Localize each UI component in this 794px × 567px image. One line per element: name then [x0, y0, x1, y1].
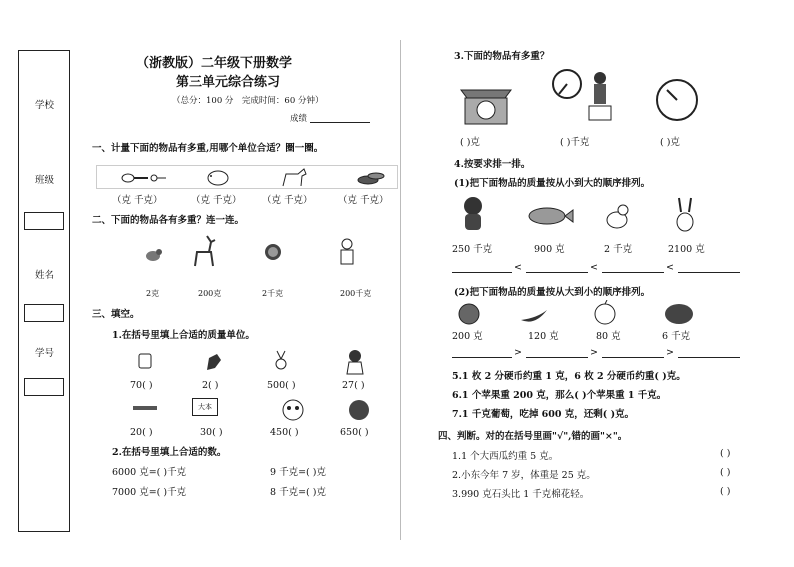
conversion-4[interactable]: 8 千克=( )克: [270, 487, 326, 498]
q7[interactable]: 7.1 千克葡萄，吃掉 600 克，还剩( )克。: [452, 409, 635, 420]
s3-blank-row2-2[interactable]: 30( ): [200, 427, 223, 438]
coin-icon: [265, 244, 281, 260]
s3-blank-row1-4[interactable]: 27( ): [342, 380, 365, 391]
key-icon: [151, 175, 166, 181]
gt-sign-2: >: [590, 347, 598, 358]
order1-blank-4[interactable]: [678, 272, 740, 273]
lt-sign-2: <: [590, 262, 598, 273]
judge-1-answer[interactable]: ( ): [720, 448, 731, 459]
page-fold-divider: [400, 40, 401, 540]
score-label: 成绩: [290, 114, 308, 124]
conversion-3[interactable]: 7000 克=( )千克: [112, 487, 187, 498]
conversion-1[interactable]: 6000 克=( )千克: [112, 467, 187, 478]
basketball-icon: [349, 400, 369, 420]
q4-1-weight-3: 2 千克: [604, 244, 633, 255]
judge-2: 2.小东今年 7 岁，体重是 25 克。: [452, 470, 596, 481]
s2-weight-3[interactable]: 2千克: [262, 289, 284, 298]
q3-scales: [455, 66, 705, 126]
title-line-1: （浙教版）二年级下册数学: [136, 56, 293, 71]
teddy-bear-icon: [464, 197, 482, 230]
exam-meta: （总分：100 分 完成时间：60 分钟）: [172, 96, 324, 106]
s3-blank-row2-3[interactable]: 450( ): [270, 427, 299, 438]
q4-1-items: [455, 194, 705, 234]
pig-icon: [208, 171, 228, 185]
s1-option-4[interactable]: （克 千克）: [338, 195, 389, 206]
q4-2-weight-4: 6 千克: [662, 331, 691, 342]
section-1-title: 一、计量下面的物品有多重,用哪个单位合适？圈一圈。: [92, 143, 324, 154]
horse-icon: [283, 169, 306, 186]
section-2-title: 二、下面的物品各有多重？连一连。: [92, 215, 245, 226]
panda-icon: [283, 400, 303, 420]
chicken-icon: [607, 205, 628, 228]
s3-blank-row2-1[interactable]: 20( ): [130, 427, 153, 438]
girl-icon: [347, 350, 363, 374]
class-box[interactable]: [24, 212, 64, 230]
spoon-icon: [122, 174, 148, 182]
order2-blank-2[interactable]: [526, 357, 588, 358]
q4-2-weight-3: 80 克: [596, 331, 621, 342]
s3-blank-row1-2[interactable]: 2( ): [202, 380, 219, 391]
q4-1-weight-1: 250 千克: [452, 244, 493, 255]
section-4-title: 四、判断。对的在括号里画"√",错的画"×"。: [438, 431, 628, 442]
banana-icon: [521, 310, 547, 322]
q3-blank-2[interactable]: ( )千克: [560, 137, 590, 148]
s3-row2-items: [125, 396, 375, 426]
q4-1-weight-2: 900 克: [534, 244, 565, 255]
s1-option-1[interactable]: （克 千克）: [112, 195, 163, 206]
q6[interactable]: 6.1 个苹果重 200 克，那么( )个苹果重 1 千克。: [452, 390, 667, 401]
watermelon-icon: [665, 304, 693, 324]
q3-title: 3.下面的物品有多重？: [454, 51, 550, 62]
q5[interactable]: 5.1 枚 2 分硬币约重 1 克，6 枚 2 分硬币约重( )克。: [452, 371, 686, 382]
order1-blank-3[interactable]: [602, 272, 664, 273]
conversion-2[interactable]: 9 千克=( )克: [270, 467, 326, 478]
s3-blank-row1-1[interactable]: 70( ): [130, 380, 153, 391]
book-icon: 大本: [192, 398, 218, 416]
q4-1-instruction: (1)把下面物品的质量按从小到大的顺序排列。: [454, 178, 651, 189]
pencil-icon: [133, 406, 157, 410]
section-3-title: 三、填空。: [92, 309, 140, 320]
s3-row1-items: [135, 346, 375, 376]
class-label: 班级: [35, 175, 55, 186]
s1-option-2[interactable]: （克 千克）: [191, 195, 242, 206]
lt-sign-3: <: [666, 262, 674, 273]
q4-2-instruction: (2)把下面物品的质量按从大到小的顺序排列。: [454, 287, 651, 298]
section-2-items: [135, 230, 375, 270]
shoes-icon: [358, 173, 384, 184]
student-info-sidebar: [18, 50, 70, 532]
judge-1: 1.1 个大西瓜约重 5 克。: [452, 451, 559, 462]
order1-blank-2[interactable]: [526, 272, 588, 273]
score-line[interactable]: [310, 122, 370, 123]
s2-weight-1[interactable]: 2克: [146, 289, 160, 298]
radish-icon: [276, 351, 286, 369]
bird-icon: [146, 249, 162, 261]
kitchen-scale-icon: [461, 90, 511, 124]
rabbit-icon: [677, 198, 693, 231]
rooster-icon: [207, 354, 221, 370]
judge-3-answer[interactable]: ( ): [720, 486, 731, 497]
q3-blank-1[interactable]: ( )克: [460, 137, 480, 148]
judge-3: 3.990 克石头比 1 千克棉花轻。: [452, 489, 590, 500]
s3-blank-row1-3[interactable]: 500( ): [267, 380, 296, 391]
weighing-dial-icon: [657, 80, 697, 120]
student-id-box[interactable]: [24, 378, 64, 396]
name-label: 姓名: [35, 270, 55, 281]
gt-sign-1: >: [514, 347, 522, 358]
q3-blank-3[interactable]: ( )克: [660, 137, 680, 148]
school-label: 学校: [35, 100, 55, 111]
s2-weight-2[interactable]: 200克: [198, 289, 222, 298]
student-id-label: 学号: [35, 348, 55, 359]
q4-1-weight-4: 2100 克: [668, 244, 705, 255]
lt-sign-1: <: [514, 262, 522, 273]
name-box[interactable]: [24, 304, 64, 322]
person-on-scale-icon: [589, 72, 611, 120]
s3-question-2: 2.在括号里填上合适的数。: [112, 447, 227, 458]
q4-2-weight-2: 120 克: [528, 331, 559, 342]
order2-blank-4[interactable]: [678, 357, 740, 358]
s3-blank-row2-4[interactable]: 650( ): [340, 427, 369, 438]
section-1-items: [118, 166, 398, 190]
dial-gauge-icon: [553, 70, 581, 98]
q4-2-items: [455, 300, 705, 326]
title-line-2: 第三单元综合练习: [176, 75, 281, 90]
fish-icon: [529, 208, 573, 224]
order1-blank-1[interactable]: [452, 272, 512, 273]
s2-weight-4[interactable]: 200千克: [340, 289, 372, 298]
gt-sign-3: >: [666, 347, 674, 358]
tomato-icon: [459, 304, 479, 324]
cat-icon: [341, 239, 353, 264]
deer-icon: [195, 236, 215, 266]
apple-icon: [595, 300, 615, 324]
q4-2-weight-1: 200 克: [452, 331, 483, 342]
judge-2-answer[interactable]: ( ): [720, 467, 731, 478]
s1-option-3[interactable]: （克 千克）: [262, 195, 313, 206]
order2-blank-3[interactable]: [602, 357, 664, 358]
order2-blank-1[interactable]: [452, 357, 512, 358]
q4-title: 4.按要求排一排。: [454, 159, 531, 170]
s3-question-1: 1.在括号里填上合适的质量单位。: [112, 330, 255, 341]
jar-icon: [139, 354, 151, 368]
